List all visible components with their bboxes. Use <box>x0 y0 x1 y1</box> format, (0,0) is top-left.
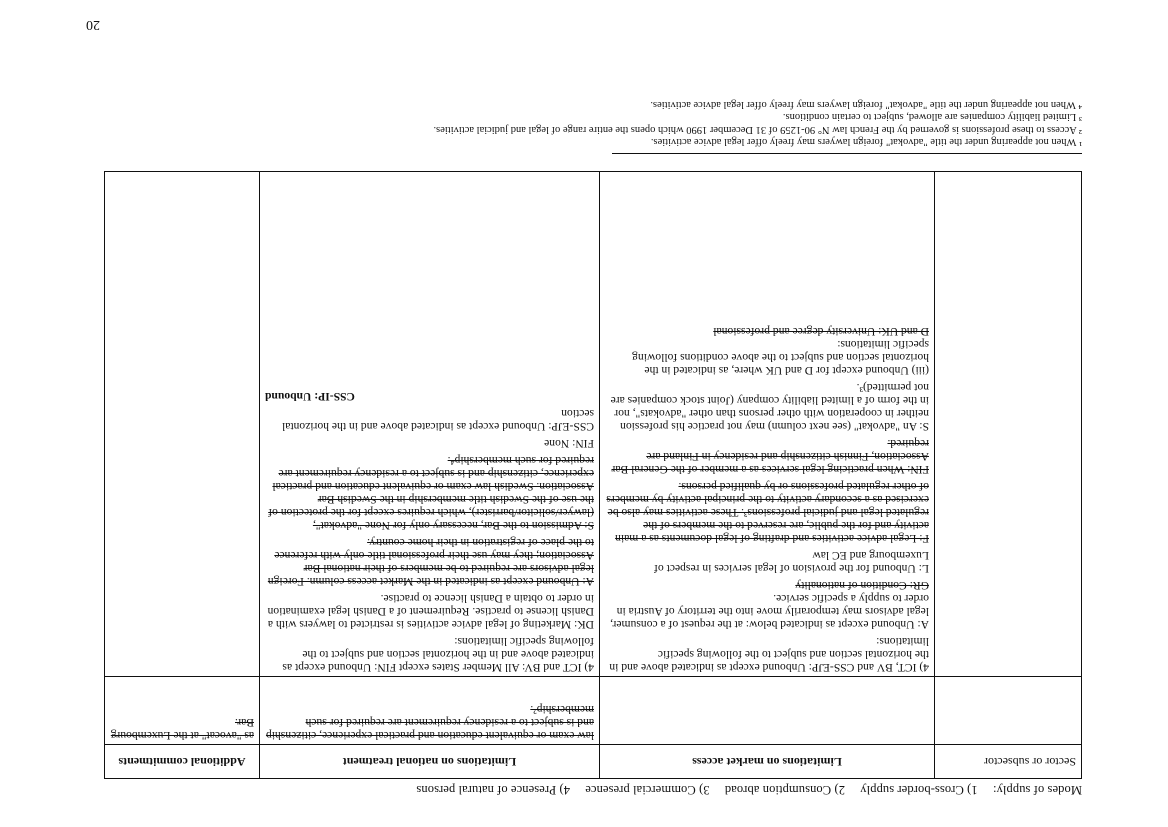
commitments-table <box>104 171 1082 779</box>
market-access-cell <box>600 172 935 677</box>
nt-paragraph: FIN: None <box>544 437 594 451</box>
table-row <box>105 172 1082 677</box>
header-additional-commitments: Additional commitments <box>105 745 260 779</box>
header-national-treatment: Limitations on national treatment <box>260 745 600 779</box>
footnote: ² Access to these professions is governed by the French law N° 90-1259 of 31 December 1990 which opens the entire range of legal and judicial activities. <box>433 123 1082 135</box>
modes-label: Modes of supply: <box>992 783 1082 797</box>
ma-paragraph: F: Legal advice activities and drafting of legal documents as a main activity and for the public, are reserved to the members of the regulated legal and judicial professions³. These activities may also be exercised as a secondary activity to the principal activity by members of other regulated professions or by qualified persons. <box>606 480 929 546</box>
sector-cell <box>935 677 1082 745</box>
ma-paragraph: L: Unbound for the provision of legal services in respect of Luxembourg and EC law <box>654 549 929 576</box>
footnotes <box>382 97 1082 147</box>
table-header-row <box>105 745 1082 779</box>
ma-paragraph: D and UK: University degree and professional <box>713 325 929 339</box>
ma-paragraph: (iii) Unbound except for D and UK where, as indicated in the horizontal section and subject to the above conditions following specific limitations: <box>632 338 929 378</box>
sector-cell <box>935 172 1082 677</box>
nt-paragraph: CSS-IP: Unbound <box>265 390 355 404</box>
nt-paragraph: DK: Marketing of legal advice activities is restricted to lawyers with a Danish license to practise. Requirement of a Danish legal examination in order to obtain a Danish licence to practise. <box>267 592 594 632</box>
mode-item: 4) Presence of natural persons <box>416 783 570 797</box>
mode-item: 3) Commercial presence <box>585 783 710 797</box>
national-treatment-text: law exam or equivalent education and practical experience, citizenship and is subject to a residency requirement are required for such membership². <box>265 703 594 743</box>
ma-paragraph: FIN: When practicing legal services as a member of the General Bar Association, Finnish citizenship and residency in Finland are required. <box>611 437 929 477</box>
mode-item: 1) Cross-border supply <box>860 783 978 797</box>
ma-paragraph: S: An "advokat" (see next column) may not practice his profession neither in cooperation with other persons than other "advokats", nor in the form of a limited liability company (Joint stock companies are not permitted)³. <box>610 381 929 434</box>
ma-paragraph: A: Unbound except as indicated below: at the request of a consumer, legal advisors may temporarily move into the territory of Austria in order to supply a specific service. <box>610 592 929 632</box>
modes-of-supply-line <box>404 782 1082 797</box>
national-treatment-cell <box>260 677 600 745</box>
additional-commitments-cell <box>105 677 260 745</box>
page-number: 20 <box>86 17 100 32</box>
national-treatment-cell <box>260 172 600 677</box>
mode-item: 2) Consumption abroad <box>724 783 845 797</box>
footnote-divider <box>612 153 1082 154</box>
additional-commitments-text: as "avocat" at the Luxembourg Bar. <box>110 716 254 743</box>
market-access-cell <box>600 677 935 745</box>
header-market-access: Limitations on market access <box>600 745 935 779</box>
additional-commitments-cell <box>105 172 260 677</box>
nt-paragraph: CSS-EJP: Unbound except as indicated above and in the horizontal section <box>281 407 594 434</box>
ma-paragraph: GR: Condition of nationality <box>795 579 929 593</box>
nt-paragraph: S: Admission to the Bar, necessary only for None "advokat", (lawyer/solicitor/barrister), which requires except for the protection of the use of the Swedish title membership in the Swedish Bar Association. Swedish law exam or equivalent education and practical experience, citizenship and is subject to a residency requirement are required for such membership⁴. <box>268 454 594 533</box>
footnote: ³ Limited liability companies are allowed, subject to certain conditions. <box>782 111 1082 123</box>
table-row <box>105 677 1082 745</box>
footnote: ⁴ When not appearing under the title "advokat" foreign lawyers may freely offer legal advice activities. <box>650 98 1082 110</box>
footnote: ¹ When not appearing under the title "advokat" foreign lawyers may freely offer legal advice activities. <box>650 136 1082 147</box>
nt-paragraph: 4) ICT and BV: All Member States except FIN: Unbound except as indicated above and in the horizontal section and subject to the following specific limitations: <box>282 635 594 675</box>
ma-paragraph: 4) ICT, BV and CSS-EJP: Unbound except as indicated above and in the horizontal section and subject to the following specific limitations: <box>609 635 929 675</box>
nt-paragraph: A: Unbound except as indicated in the Market access column. Foreign legal advisors are required to be members of their national Bar Association; they may use their professional title only with reference to the place of registration in their home country. <box>267 536 594 589</box>
header-sector: Sector or subsector <box>935 745 1082 779</box>
